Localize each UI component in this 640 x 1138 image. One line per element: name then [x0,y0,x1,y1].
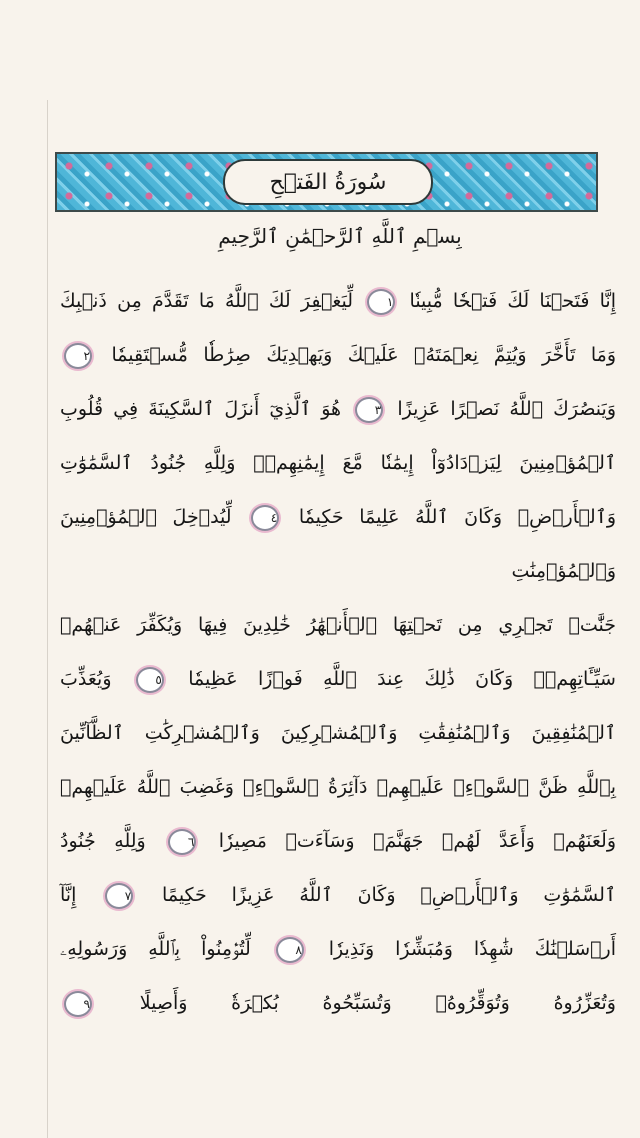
verse-text: وَتُعَزِّرُوهُ وَتُوَقِّرُوهُۚ وَتُسَبِّحُوهُ بُكۡرَةٗ وَأَصِيلًا [139,992,616,1014]
verse-text: وَلَعَنَهُمۡ وَأَعَدَّ لَهُمۡ جَهَنَّمَۖ وَسَآءَتۡ مَصِيرٗا [218,830,616,852]
verse-text: وَمَا تَأَخَّرَ وَيُتِمَّ نِعۡمَتَهُۥ عَلَيۡكَ وَيَهۡدِيَكَ صِرَٰطٗا مُّسۡتَقِيمٗا [111,344,616,366]
text-line [60,922,616,976]
verse-number-marker: ٧ [105,883,133,909]
quran-page-text [60,274,616,1030]
verse-number-marker: ٢ [64,343,92,369]
verse-number-marker: ١ [367,289,395,315]
verse-number-marker: ٨ [276,937,304,963]
verse-text: سَيِّـَٔاتِهِمۡۚ وَكَانَ ذَٰلِكَ عِندَ ٱللَّهِ فَوۡزًا عَظِيمٗا [188,668,616,690]
basmala: بِسۡمِ ٱللَّهِ ٱلرَّحۡمَٰنِ ٱلرَّحِيمِ [218,224,462,248]
verse-text: جَنَّٰتٖ تَجۡرِي مِن تَحۡتِهَا ٱلۡأَنۡهَٰرُ خَٰلِدِينَ فِيهَا وَيُكَفِّرَ عَنۡهُمۡ [60,614,616,636]
text-line [60,328,616,382]
verse-text: ٱلۡمُؤۡمِنِينَ لِيَزۡدَادُوٓاْ إِيمَٰنٗا مَّعَ إِيمَٰنِهِمۡۗ وَلِلَّهِ جُنُودُ ٱلسَّمَٰوَٰتِ [60,452,616,474]
verse-number-marker: ٤ [251,505,279,531]
verse-number-marker: ٣ [355,397,383,423]
text-line [60,382,616,436]
verse-text: إِنَّآ [60,884,77,906]
verse-number-marker: ٦ [168,829,196,855]
text-line [60,868,616,922]
verse-number-marker: ٩ [64,991,92,1017]
verse-text: إِنَّا فَتَحۡنَا لَكَ فَتۡحٗا مُّبِينٗا [409,290,616,312]
verse-text: وَيُعَذِّبَ [60,668,112,690]
verse-text: ٱلسَّمَٰوَٰتِ وَٱلۡأَرۡضِۚ وَكَانَ ٱللَّهُ عَزِيزًا حَكِيمًا [162,884,616,906]
verse-text: بِٱللَّهِ ظَنَّ ٱلسَّوۡءِۚ عَلَيۡهِمۡ دَآئِرَةُ ٱلسَّوۡءِۖ وَغَضِبَ ٱللَّهُ عَلَيۡهِمۡ [60,776,616,798]
verse-text: هُوَ ٱلَّذِيٓ أَنزَلَ ٱلسَّكِينَةَ فِي قُلُوبِ [60,398,342,420]
text-line [60,976,616,1030]
verse-number-marker: ٥ [136,667,164,693]
verse-text: وَلِلَّهِ جُنُودُ [60,830,146,852]
text-line [60,598,616,652]
text-line [60,436,616,490]
verse-text: ٱلۡمُنَٰفِقِينَ وَٱلۡمُنَٰفِقَٰتِ وَٱلۡمُشۡرِكِينَ وَٱلۡمُشۡرِكَٰتِ ٱلظَّآنِّينَ [60,722,616,744]
verse-text: لِّيَغۡفِرَ لَكَ ٱللَّهُ مَا تَقَدَّمَ مِن ذَنۢبِكَ [60,290,354,312]
verse-text: لِّتُؤۡمِنُواْ بِٱللَّهِ وَرَسُولِهِۦ [60,938,251,960]
surah-title: سُورَةُ الفَتۡحِ [223,159,433,205]
verse-text: وَيَنصُرَكَ ٱللَّهُ نَصۡرًا عَزِيزًا [397,398,616,420]
verse-text: وَٱلۡأَرۡضِۚ وَكَانَ ٱللَّهُ عَلِيمًا حَكِيمٗا [298,506,616,528]
text-line [60,490,616,598]
verse-text: أَرۡسَلۡنَٰكَ شَٰهِدٗا وَمُبَشِّرٗا وَنَذِيرٗا [328,938,616,960]
text-line [60,274,616,328]
text-line [60,760,616,814]
page-margin-line [47,100,48,1138]
verse-text: لِّيُدۡخِلَ ٱلۡمُؤۡمِنِينَ وَٱلۡمُؤۡمِنَٰتِ [60,506,616,582]
text-line [60,706,616,760]
text-line [60,814,616,868]
surah-header-frame [55,152,598,212]
text-line [60,652,616,706]
